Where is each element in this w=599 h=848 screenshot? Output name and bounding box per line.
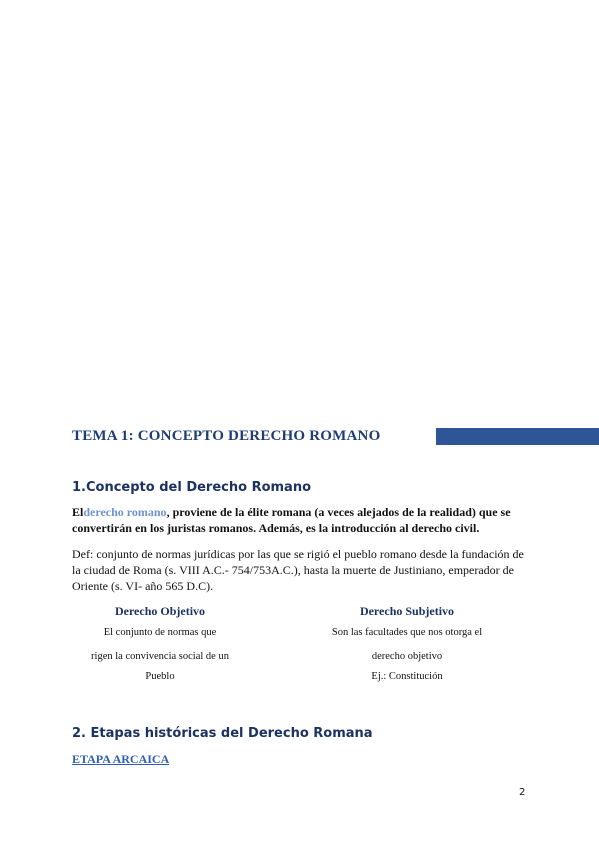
chapter-title: TEMA 1: CONCEPTO DERECHO ROMANO bbox=[72, 428, 381, 444]
subjetivo-line: derecho objetivo bbox=[371, 651, 443, 662]
subjetivo-line: Ej.: Constitución bbox=[371, 671, 443, 682]
title-accent-bar bbox=[436, 428, 599, 445]
derecho-subjetivo-heading: Derecho Subjetivo bbox=[359, 604, 455, 618]
chapter-title-row bbox=[72, 428, 599, 446]
section-2-heading: 2. Etapas históricas del Derecho Romana bbox=[72, 726, 373, 741]
objetivo-line: rigen la convivencia social de un bbox=[91, 651, 229, 662]
definition-paragraph: Def: conjunto de normas jurídicas por las que se rigió el pueblo romano desde la fundación de la ciudad de Roma (s. VIII A.C.- 754/753A.C.), hasta la muerte de Justiniano, emperador de Oriente (s. VI- año 565 D.C). bbox=[72, 547, 524, 593]
page-number: 2 bbox=[519, 787, 526, 798]
intro-rest: , proviene de la élite romana (a veces alejados de la realidad) que se convertirán en los juristas romanos. Además, es la introducción al derecho civil. bbox=[72, 505, 511, 535]
intro-paragraph bbox=[72, 504, 532, 536]
objetivo-line: El conjunto de normas que bbox=[103, 627, 217, 638]
derecho-objetivo-heading: Derecho Objetivo bbox=[114, 604, 206, 618]
intro-prefix: El bbox=[72, 505, 84, 519]
etapa-arcaica-link[interactable]: ETAPA ARCAICA bbox=[72, 752, 170, 766]
subjetivo-line: Son las facultades que nos otorga el bbox=[331, 627, 483, 638]
objetivo-line: Pueblo bbox=[145, 671, 175, 682]
intro-highlight: derecho romano bbox=[83, 505, 167, 519]
section-1-heading: 1.Concepto del Derecho Romano bbox=[72, 480, 312, 495]
